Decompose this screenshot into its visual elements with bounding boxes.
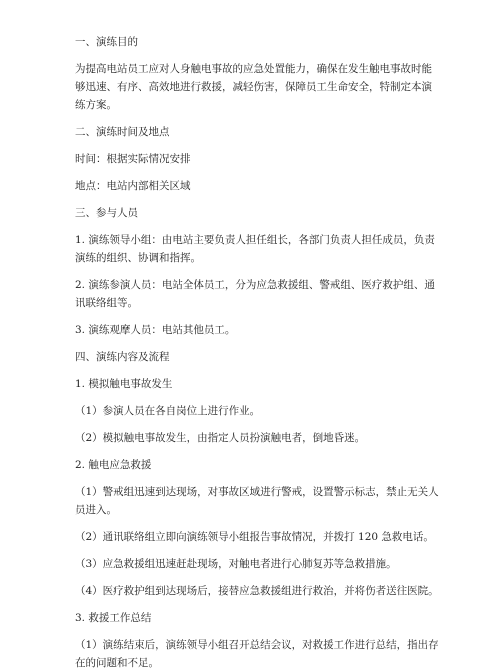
subheading-simulation: 1. 模拟触电事故发生 <box>75 378 173 390</box>
section-heading-time-place: 二、演练时间及地点 <box>75 126 170 138</box>
list-item-rescue-3: （3）应急救援组迅速赶赴现场，对触电者进行心肺复苏等急救措施。 <box>75 558 397 570</box>
paragraph-leadership-group: 1. 演练领导小组：由电站主要负责人担任组长，各部门负责人担任成员，负责演练的组织、协调和指挥。 <box>75 234 435 264</box>
list-item-simulation-1: （1）参演人员在各自岗位上进行作业。 <box>75 405 261 417</box>
list-item-rescue-4: （4）医疗救护组到达现场后，接替应急救援组进行救治，并将伤者送往医院。 <box>75 585 439 597</box>
list-item-simulation-2: （2）模拟触电事故发生，由指定人员扮演触电者，倒地昏迷。 <box>75 432 366 444</box>
section-heading-purpose: 一、演练目的 <box>75 36 138 48</box>
paragraph-observers: 3. 演练观摩人员：电站其他员工。 <box>75 324 236 336</box>
paragraph-purpose: 为提高电站员工应对人身触电事故的应急处置能力，确保在发生触电事故时能够迅速、有序、高效地进行救援，减轻伤害，保障员工生命安全，特制定本演练方案。 <box>75 63 432 111</box>
paragraph-time: 时间：根据实际情况安排 <box>75 153 191 165</box>
section-heading-content-flow: 四、演练内容及流程 <box>75 351 170 363</box>
subheading-summary: 3. 救援工作总结 <box>75 612 152 624</box>
paragraph-participants: 2. 演练参演人员：电站全体员工，分为应急救援组、警戒组、医疗救护组、通讯联络组等。 <box>75 279 435 309</box>
section-heading-participants: 三、参与人员 <box>75 207 138 219</box>
subheading-rescue: 2. 触电应急救援 <box>75 459 152 471</box>
list-item-rescue-1: （1）警戒组迅速到达现场，对事故区域进行警戒，设置警示标志，禁止无关人员进入。 <box>75 486 439 516</box>
paragraph-place: 地点：电站内部相关区域 <box>75 180 191 192</box>
list-item-rescue-2: （2）通讯联络组立即向演练领导小组报告事故情况，并拨打 120 急救电话。 <box>75 531 434 543</box>
list-item-summary-1: （1）演练结束后，演练领导小组召开总结会议，对救援工作进行总结，指出存在的问题和不足。 <box>75 639 439 669</box>
